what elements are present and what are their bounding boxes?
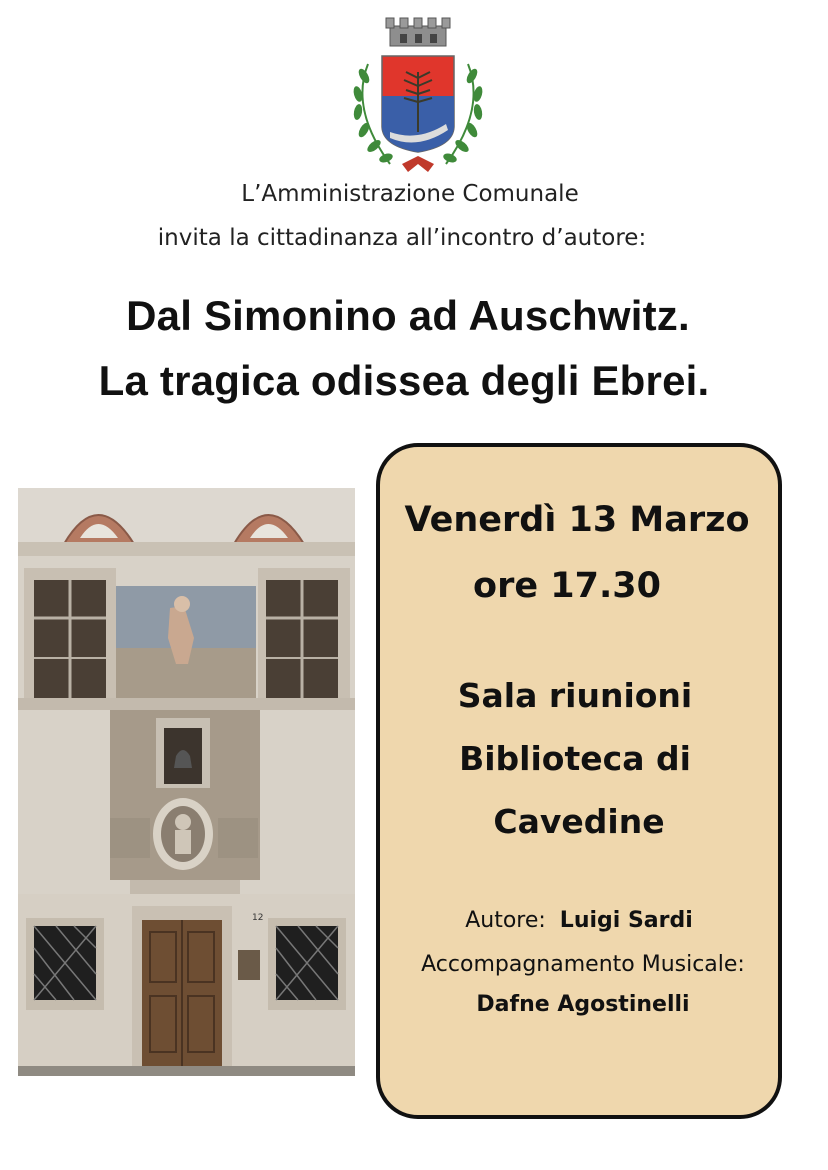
event-time: ore 17.30 (473, 566, 661, 606)
event-info-panel (376, 443, 782, 1119)
shield-icon (382, 56, 454, 152)
venue-line1: Sala riunioni (457, 676, 693, 715)
building-facade-photo (18, 488, 355, 1076)
author-name: Luigi Sardi (559, 908, 693, 933)
intro-line-organizer: L’Amministrazione Comunale (241, 181, 579, 207)
event-title-line2: La tragica odissea degli Ebrei. (98, 357, 710, 404)
music-label: Accompagnamento Musicale: (421, 952, 745, 977)
author-label: Autore: (465, 908, 546, 933)
plaque-sign (238, 950, 260, 980)
ribbon-icon (402, 156, 434, 172)
musician-name: Dafne Agostinelli (476, 992, 690, 1017)
author-line (372, 908, 786, 933)
crown-icon (386, 18, 450, 46)
event-date: Venerdì 13 Marzo (404, 500, 750, 540)
venue-line2: Biblioteca di (459, 739, 691, 778)
event-title-line1: Dal Simonino ad Auschwitz. (126, 292, 690, 339)
venue-line3: Cavedine (493, 802, 665, 841)
municipal-coat-of-arms (340, 14, 496, 180)
intro-line-invitation: invita la cittadinanza all’incontro d’autore: (157, 225, 647, 251)
house-number: 12 (252, 913, 264, 923)
